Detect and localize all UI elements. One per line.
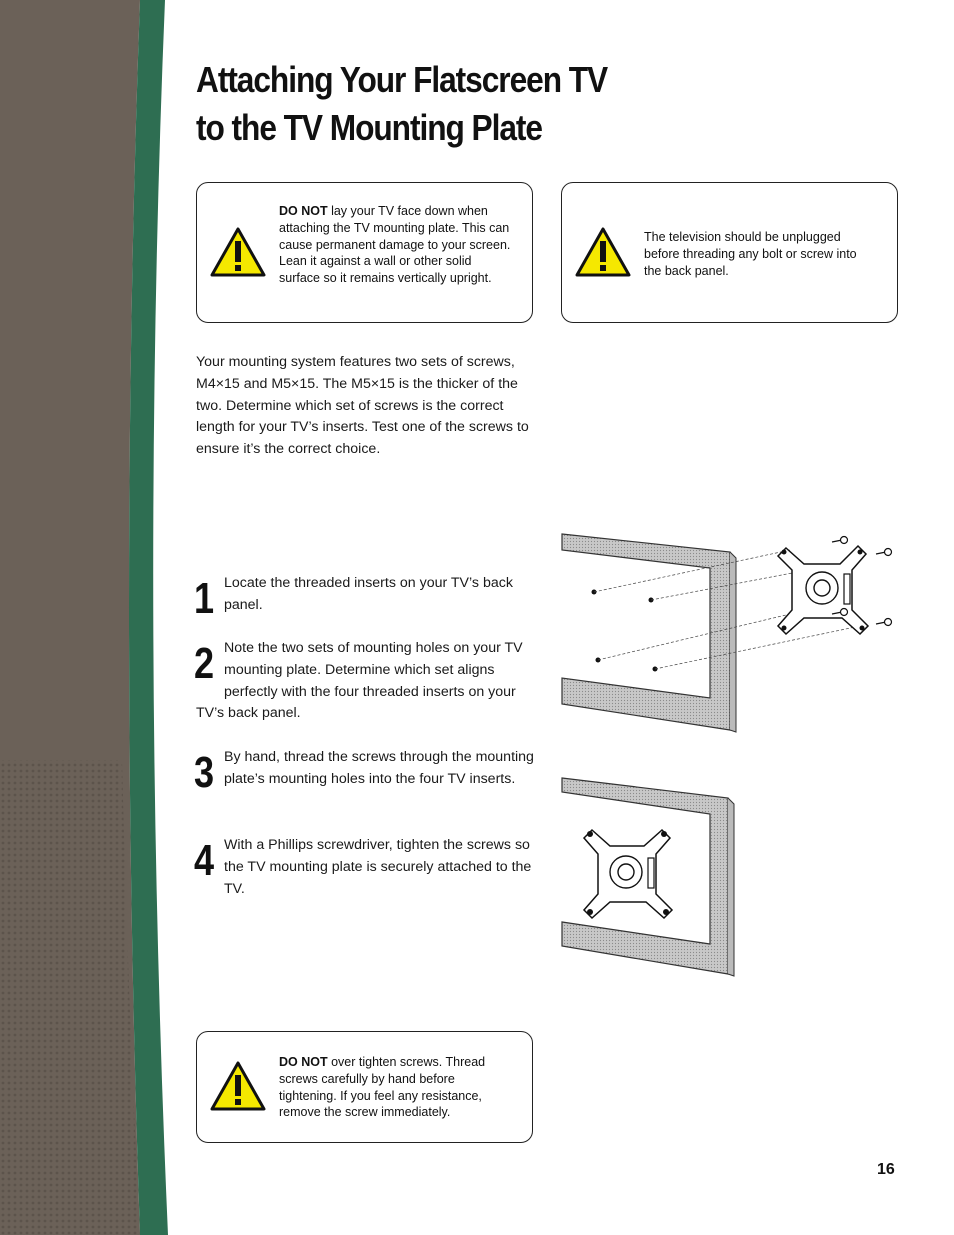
step-1 (194, 573, 541, 623)
warning-box-unplug (561, 182, 898, 323)
warning-body: The television should be unplugged before threading any bolt or screw into the back panel. (644, 230, 857, 278)
step-number: 3 (194, 748, 215, 797)
warning-text-unplug (644, 229, 877, 279)
tv-exploded-mounting-illustration (560, 528, 900, 736)
warning-bold-label: DO NOT (279, 1055, 328, 1069)
warning-bold-label: DO NOT (279, 204, 328, 218)
step-number: 2 (194, 639, 215, 688)
tv-attached-mounting-illustration (560, 774, 740, 978)
warning-triangle-icon (574, 226, 632, 278)
warning-text-over-tighten (279, 1054, 512, 1121)
step-number: 4 (194, 836, 215, 885)
warning-triangle-icon (209, 1060, 267, 1112)
warning-body: lay your TV face down when attaching the TV mounting plate. This can cause permanent damage to your screen. Lean it against a wall or other solid surface so it remains vertically upright. (279, 204, 511, 286)
page-number: 16 (877, 1161, 895, 1178)
warning-body: over tighten screws. Thread screws carefully by hand before tightening. If you feel any resistance, remove the screw immediately. (279, 1055, 486, 1120)
intro-paragraph: Your mounting system features two sets of screws, M4×15 and M5×15. The M5×15 is the thicker of the two. Determine which set of screws is the correct length for your TV’s inserts. Test one of the screws to ensure it’s the correct choice. (196, 354, 529, 458)
title-line-2: to the TV Mounting Plate (196, 107, 542, 148)
page-title (196, 56, 654, 152)
step-number: 1 (194, 574, 215, 623)
side-decorative-band (0, 0, 175, 1235)
step-text: By hand, thread the screws through the mounting plate’s mounting holes into the four TV inserts. (224, 749, 534, 787)
step-text: Note the two sets of mounting holes on your TV mounting plate. Determine which set aligns perfectly with the four threaded inserts on your TV’s back panel. (196, 640, 523, 722)
step-3 (194, 747, 541, 797)
step-2 (196, 638, 541, 725)
warning-triangle-icon (209, 226, 267, 278)
step-text: Locate the threaded inserts on your TV’s back panel. (224, 575, 513, 613)
warning-box-over-tighten (196, 1031, 533, 1143)
warning-box-face-down (196, 182, 533, 323)
step-4 (196, 835, 541, 900)
title-line-1: Attaching Your Flatscreen TV (196, 59, 608, 100)
step-text: With a Phillips screwdriver, tighten the screws so the TV mounting plate is securely attached to the TV. (224, 837, 532, 897)
warning-text-face-down (279, 203, 512, 287)
